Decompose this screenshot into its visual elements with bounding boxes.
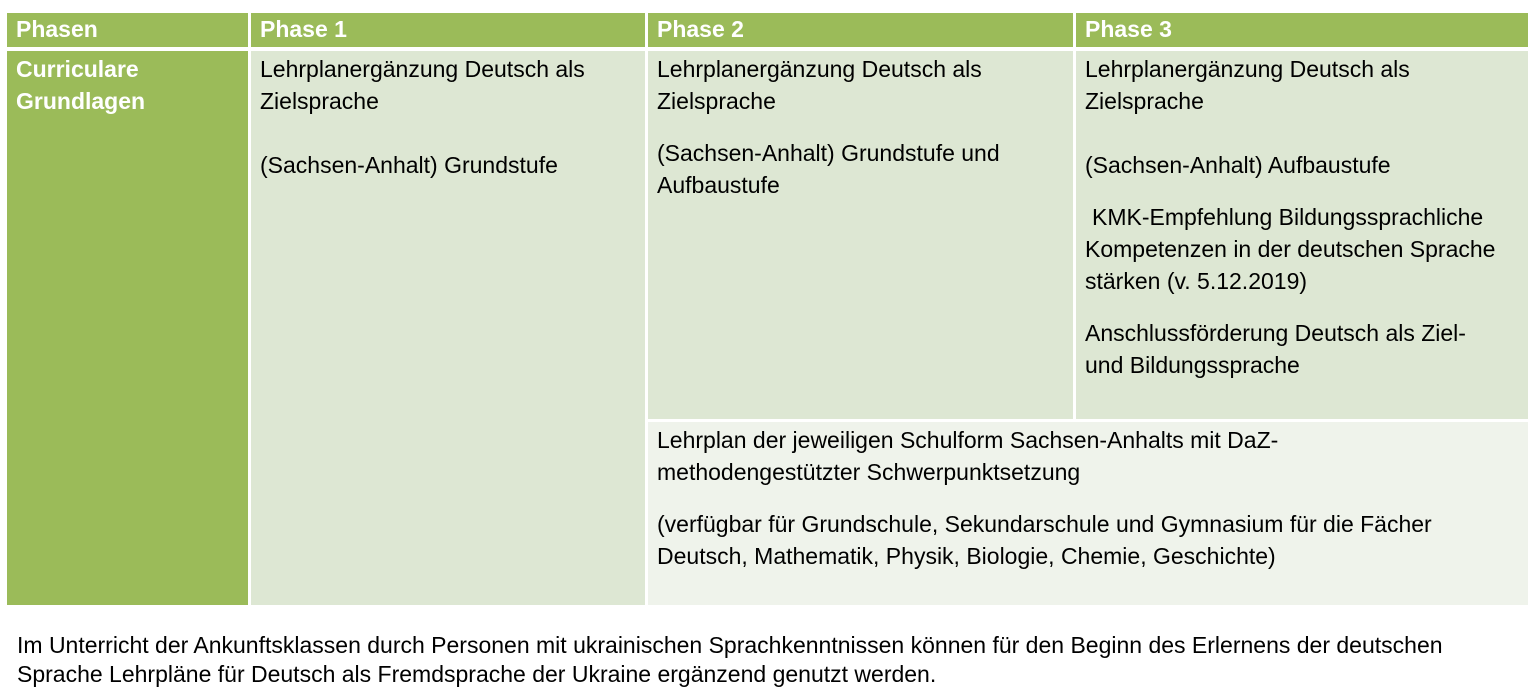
phase3-cell — [1076, 51, 1528, 419]
row-label-text: Curriculare Grundlagen — [16, 56, 146, 114]
phase1-cell — [251, 51, 648, 605]
header-phase-2: Phase 2 — [648, 13, 1076, 51]
shared-para-2: (verfügbar für Grundschule, Sekundarschule und Gymnasium für die Fächer Deutsch, Mathematik, Physik, Biologie, Chemie, Geschichte) — [657, 511, 1432, 569]
header-phasen: Phasen — [7, 13, 251, 51]
phase3-para-3 — [1085, 201, 1517, 297]
shared-para-1: Lehrplan der jeweiligen Schulform Sachsen-Anhalts mit DaZ-methodengestützter Schwerpunktsetzung — [657, 427, 1279, 485]
phase2-cell — [648, 51, 1076, 419]
phase2-para-1: Lehrplanergänzung Deutsch als Zielsprache — [657, 56, 982, 114]
phase3-para-4: Anschlussförderung Deutsch als Ziel- und Bildungssprache — [1085, 320, 1466, 378]
phase1-para-2: (Sachsen-Anhalt) Grundstufe — [260, 152, 558, 178]
phase1-para-1: Lehrplanergänzung Deutsch als Zielsprache — [260, 56, 585, 114]
header-phase-1: Phase 1 — [251, 13, 648, 51]
phase2-para-2: (Sachsen-Anhalt) Grundstufe und Aufbaustufe — [657, 140, 1000, 198]
footnote-text: Im Unterricht der Ankunftsklassen durch Personen mit ukrainischen Sprachkenntnissen können für den Beginn des Erlernens der deutschen Sprache Lehrpläne für Deutsch als Fremdsprache der Ukraine ergänzend genutzt werden. — [17, 632, 1443, 687]
curriculum-table — [7, 13, 1528, 605]
phase3-para-1: Lehrplanergänzung Deutsch als Zielsprache — [1085, 56, 1410, 114]
header-phase-3: Phase 3 — [1076, 13, 1528, 51]
row-label-curriculare-grundlagen — [7, 51, 251, 605]
phase3-para-3-text: KMK-Empfehlung Bildungssprachliche Kompetenzen in der deutschen Sprache stärken (v. 5.12.2019) — [1085, 204, 1496, 294]
phase3-para-2: (Sachsen-Anhalt) Aufbaustufe — [1085, 152, 1391, 178]
phase23-shared-cell — [648, 419, 1528, 605]
